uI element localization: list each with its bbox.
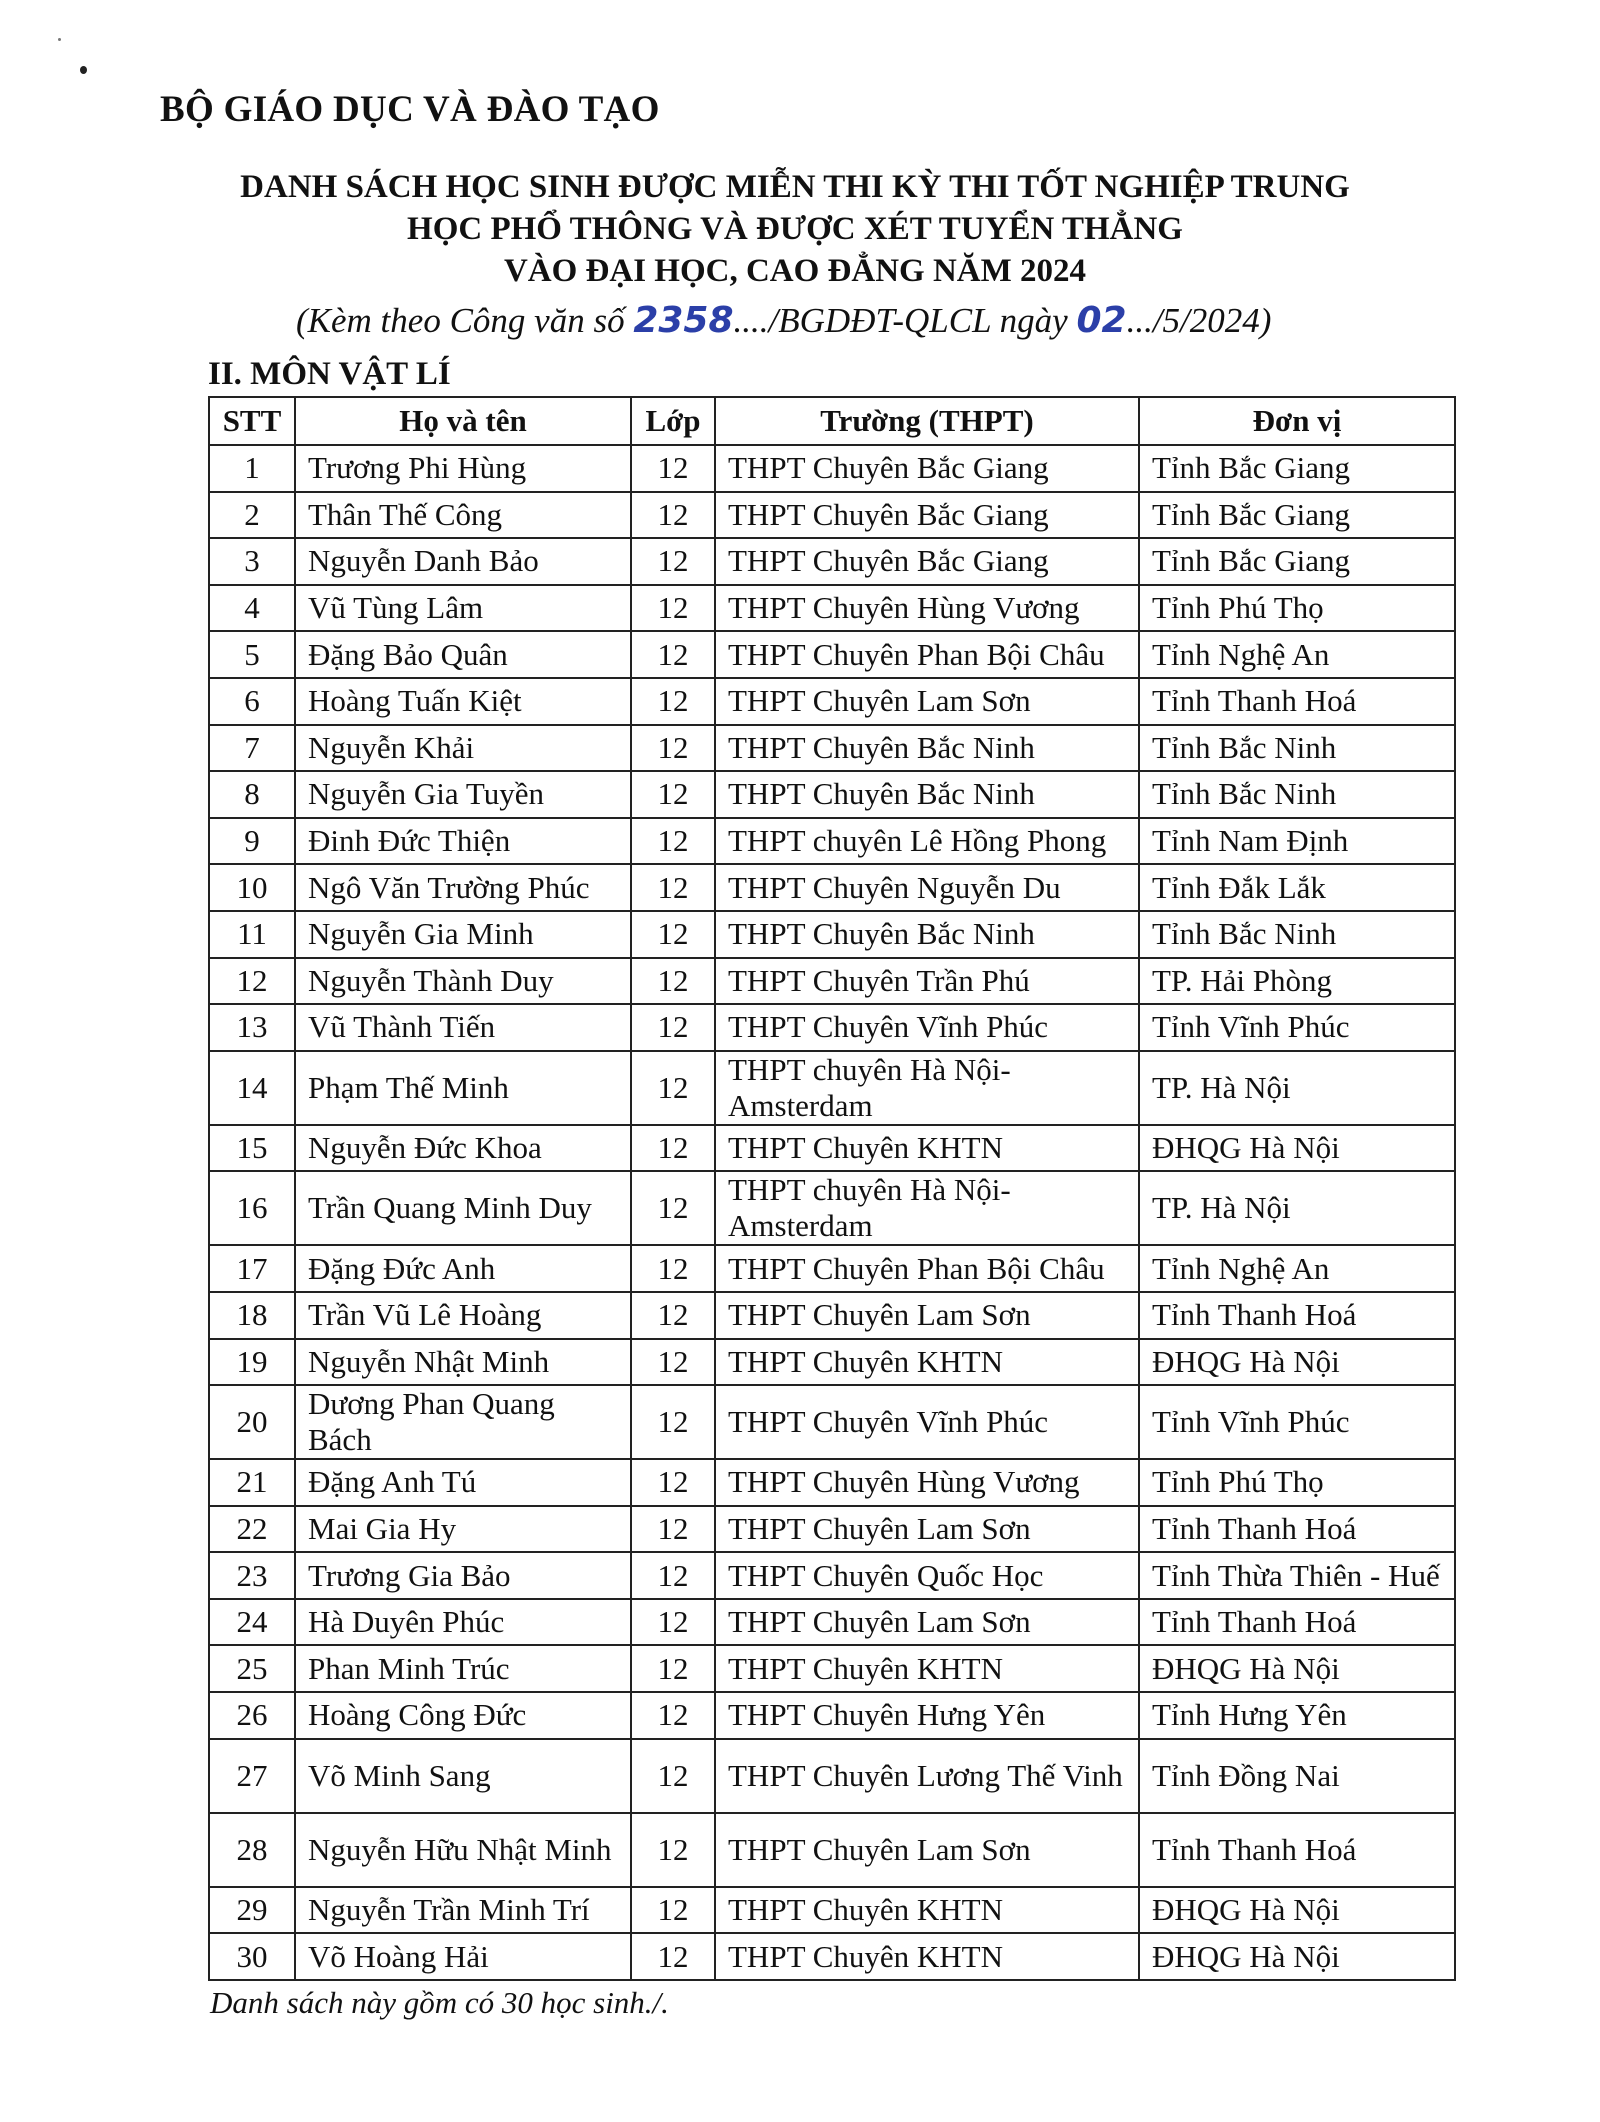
cell-name: Nguyễn Gia Minh bbox=[295, 911, 631, 958]
cell-name: Hà Duyên Phúc bbox=[295, 1599, 631, 1646]
table-header-row bbox=[209, 397, 1455, 445]
table-row bbox=[209, 1004, 1455, 1051]
cell-unit: Tỉnh Thanh Hoá bbox=[1139, 1813, 1455, 1887]
cell-unit: Tỉnh Nam Định bbox=[1139, 818, 1455, 865]
cell-class: 12 bbox=[631, 1385, 715, 1459]
footer-note: Danh sách này gồm có 30 học sinh./. bbox=[210, 1985, 669, 2020]
table-row bbox=[209, 864, 1455, 911]
cell-school: THPT Chuyên KHTN bbox=[715, 1645, 1139, 1692]
table-row bbox=[209, 1171, 1455, 1245]
cell-school: THPT Chuyên Bắc Giang bbox=[715, 492, 1139, 539]
cell-stt: 15 bbox=[209, 1125, 295, 1172]
table-row bbox=[209, 725, 1455, 772]
title-line: VÀO ĐẠI HỌC, CAO ĐẲNG NĂM 2024 bbox=[503, 253, 1087, 289]
reference-mid: ..../BGDĐT-QLCL ngày bbox=[733, 301, 1077, 340]
cell-unit: Tỉnh Bắc Ninh bbox=[1139, 911, 1455, 958]
cell-class: 12 bbox=[631, 864, 715, 911]
cell-class: 12 bbox=[631, 1599, 715, 1646]
cell-name: Đặng Bảo Quân bbox=[295, 631, 631, 678]
cell-school: THPT chuyên Lê Hồng Phong bbox=[715, 818, 1139, 865]
header-stt: STT bbox=[209, 397, 295, 445]
cell-name: Võ Hoàng Hải bbox=[295, 1933, 631, 1980]
cell-name: Hoàng Công Đức bbox=[295, 1692, 631, 1739]
cell-stt: 3 bbox=[209, 538, 295, 585]
cell-school: THPT Chuyên KHTN bbox=[715, 1339, 1139, 1386]
table-row bbox=[209, 1459, 1455, 1506]
table-row bbox=[209, 1125, 1455, 1172]
cell-unit: Tỉnh Nghệ An bbox=[1139, 1245, 1455, 1292]
cell-name: Mai Gia Hy bbox=[295, 1506, 631, 1553]
table-body bbox=[209, 445, 1455, 1980]
table-row bbox=[209, 1506, 1455, 1553]
cell-unit: ĐHQG Hà Nội bbox=[1139, 1339, 1455, 1386]
cell-class: 12 bbox=[631, 538, 715, 585]
table-row bbox=[209, 1739, 1455, 1813]
cell-class: 12 bbox=[631, 1887, 715, 1934]
cell-school: THPT Chuyên Bắc Ninh bbox=[715, 911, 1139, 958]
cell-class: 12 bbox=[631, 1552, 715, 1599]
cell-class: 12 bbox=[631, 1339, 715, 1386]
cell-class: 12 bbox=[631, 725, 715, 772]
cell-unit: Tỉnh Bắc Ninh bbox=[1139, 725, 1455, 772]
cell-stt: 23 bbox=[209, 1552, 295, 1599]
cell-unit: TP. Hà Nội bbox=[1139, 1171, 1455, 1245]
cell-stt: 4 bbox=[209, 585, 295, 632]
cell-class: 12 bbox=[631, 1645, 715, 1692]
cell-class: 12 bbox=[631, 585, 715, 632]
reference-prefix: (Kèm theo Công văn số bbox=[296, 301, 634, 340]
cell-name: Dương Phan Quang Bách bbox=[295, 1385, 631, 1459]
cell-school: THPT Chuyên Lam Sơn bbox=[715, 1506, 1139, 1553]
cell-school: THPT Chuyên Quốc Học bbox=[715, 1552, 1139, 1599]
cell-stt: 22 bbox=[209, 1506, 295, 1553]
cell-class: 12 bbox=[631, 1004, 715, 1051]
cell-school: THPT Chuyên Hùng Vương bbox=[715, 585, 1139, 632]
cell-stt: 5 bbox=[209, 631, 295, 678]
cell-name: Nguyễn Danh Bảo bbox=[295, 538, 631, 585]
cell-name: Nguyễn Đức Khoa bbox=[295, 1125, 631, 1172]
section-title: II. MÔN VẬT LÍ bbox=[208, 356, 451, 392]
table-row bbox=[209, 1292, 1455, 1339]
cell-name: Vũ Thành Tiến bbox=[295, 1004, 631, 1051]
cell-stt: 7 bbox=[209, 725, 295, 772]
cell-class: 12 bbox=[631, 1506, 715, 1553]
cell-school: THPT Chuyên Vĩnh Phúc bbox=[715, 1004, 1139, 1051]
handwritten-doc-number: 2358 bbox=[633, 300, 734, 341]
cell-stt: 13 bbox=[209, 1004, 295, 1051]
cell-class: 12 bbox=[631, 1292, 715, 1339]
student-table bbox=[208, 396, 1456, 1981]
cell-class: 12 bbox=[631, 678, 715, 725]
table-row bbox=[209, 585, 1455, 632]
cell-class: 12 bbox=[631, 771, 715, 818]
cell-school: THPT Chuyên KHTN bbox=[715, 1933, 1139, 1980]
cell-unit: Tỉnh Đắk Lắk bbox=[1139, 864, 1455, 911]
header-unit: Đơn vị bbox=[1139, 397, 1455, 445]
table-row bbox=[209, 631, 1455, 678]
cell-unit: Tỉnh Nghệ An bbox=[1139, 631, 1455, 678]
cell-name: Võ Minh Sang bbox=[295, 1739, 631, 1813]
cell-name: Trần Vũ Lê Hoàng bbox=[295, 1292, 631, 1339]
cell-unit: Tỉnh Bắc Giang bbox=[1139, 538, 1455, 585]
cell-unit: ĐHQG Hà Nội bbox=[1139, 1125, 1455, 1172]
cell-school: THPT Chuyên Lam Sơn bbox=[715, 1292, 1139, 1339]
cell-school: THPT Chuyên Vĩnh Phúc bbox=[715, 1385, 1139, 1459]
cell-unit: Tỉnh Thừa Thiên - Huế bbox=[1139, 1552, 1455, 1599]
cell-school: THPT Chuyên KHTN bbox=[715, 1125, 1139, 1172]
title-line: DANH SÁCH HỌC SINH ĐƯỢC MIỄN THI KỲ THI TỐT NGHIỆP TRUNG bbox=[240, 169, 1350, 205]
cell-stt: 12 bbox=[209, 958, 295, 1005]
cell-name: Nguyễn Gia Tuyền bbox=[295, 771, 631, 818]
table-row bbox=[209, 1245, 1455, 1292]
document-title bbox=[200, 166, 1390, 292]
cell-class: 12 bbox=[631, 1739, 715, 1813]
cell-name: Đặng Đức Anh bbox=[295, 1245, 631, 1292]
cell-stt: 18 bbox=[209, 1292, 295, 1339]
cell-stt: 27 bbox=[209, 1739, 295, 1813]
cell-unit: Tỉnh Phú Thọ bbox=[1139, 585, 1455, 632]
cell-school: THPT Chuyên Lương Thế Vinh bbox=[715, 1739, 1139, 1813]
table-row bbox=[209, 818, 1455, 865]
cell-class: 12 bbox=[631, 1813, 715, 1887]
cell-school: THPT Chuyên Lam Sơn bbox=[715, 678, 1139, 725]
cell-stt: 1 bbox=[209, 445, 295, 492]
cell-unit: Tỉnh Thanh Hoá bbox=[1139, 678, 1455, 725]
cell-school: THPT Chuyên Bắc Giang bbox=[715, 445, 1139, 492]
cell-stt: 16 bbox=[209, 1171, 295, 1245]
table-row bbox=[209, 538, 1455, 585]
header-school: Trường (THPT) bbox=[715, 397, 1139, 445]
table-row bbox=[209, 1692, 1455, 1739]
cell-class: 12 bbox=[631, 818, 715, 865]
cell-class: 12 bbox=[631, 1171, 715, 1245]
cell-school: THPT chuyên Hà Nội-Amsterdam bbox=[715, 1171, 1139, 1245]
scan-speck bbox=[80, 66, 87, 74]
cell-name: Thân Thế Công bbox=[295, 492, 631, 539]
scan-speck bbox=[58, 38, 61, 41]
cell-school: THPT Chuyên Phan Bội Châu bbox=[715, 1245, 1139, 1292]
cell-stt: 24 bbox=[209, 1599, 295, 1646]
cell-name: Vũ Tùng Lâm bbox=[295, 585, 631, 632]
cell-class: 12 bbox=[631, 1459, 715, 1506]
cell-unit: TP. Hà Nội bbox=[1139, 1051, 1455, 1125]
cell-unit: Tỉnh Vĩnh Phúc bbox=[1139, 1004, 1455, 1051]
cell-name: Trương Gia Bảo bbox=[295, 1552, 631, 1599]
header-class: Lớp bbox=[631, 397, 715, 445]
cell-school: THPT Chuyên Phan Bội Châu bbox=[715, 631, 1139, 678]
cell-stt: 25 bbox=[209, 1645, 295, 1692]
cell-school: THPT Chuyên KHTN bbox=[715, 1887, 1139, 1934]
table-row bbox=[209, 1813, 1455, 1887]
cell-name: Hoàng Tuấn Kiệt bbox=[295, 678, 631, 725]
cell-unit: ĐHQG Hà Nội bbox=[1139, 1887, 1455, 1934]
cell-stt: 21 bbox=[209, 1459, 295, 1506]
ministry-name: BỘ GIÁO DỤC VÀ ĐÀO TẠO bbox=[160, 89, 660, 130]
cell-name: Nguyễn Thành Duy bbox=[295, 958, 631, 1005]
title-line: HỌC PHỔ THÔNG VÀ ĐƯỢC XÉT TUYỂN THẲNG bbox=[407, 211, 1183, 247]
table-row bbox=[209, 1385, 1455, 1459]
table-row bbox=[209, 1887, 1455, 1934]
cell-stt: 11 bbox=[209, 911, 295, 958]
cell-unit: Tỉnh Thanh Hoá bbox=[1139, 1506, 1455, 1553]
cell-stt: 17 bbox=[209, 1245, 295, 1292]
cell-stt: 30 bbox=[209, 1933, 295, 1980]
cell-stt: 28 bbox=[209, 1813, 295, 1887]
cell-name: Phạm Thế Minh bbox=[295, 1051, 631, 1125]
table-row bbox=[209, 1051, 1455, 1125]
cell-class: 12 bbox=[631, 1125, 715, 1172]
cell-unit: Tỉnh Bắc Giang bbox=[1139, 492, 1455, 539]
cell-class: 12 bbox=[631, 958, 715, 1005]
table-row bbox=[209, 1645, 1455, 1692]
cell-name: Nguyễn Hữu Nhật Minh bbox=[295, 1813, 631, 1887]
cell-stt: 2 bbox=[209, 492, 295, 539]
table-row bbox=[209, 1552, 1455, 1599]
header-name: Họ và tên bbox=[295, 397, 631, 445]
cell-name: Nguyễn Trần Minh Trí bbox=[295, 1887, 631, 1934]
cell-stt: 8 bbox=[209, 771, 295, 818]
cell-school: THPT Chuyên Bắc Ninh bbox=[715, 725, 1139, 772]
cell-name: Ngô Văn Trường Phúc bbox=[295, 864, 631, 911]
cell-class: 12 bbox=[631, 492, 715, 539]
cell-stt: 19 bbox=[209, 1339, 295, 1386]
cell-stt: 9 bbox=[209, 818, 295, 865]
cell-stt: 10 bbox=[209, 864, 295, 911]
cell-school: THPT Chuyên Hưng Yên bbox=[715, 1692, 1139, 1739]
cell-name: Đinh Đức Thiện bbox=[295, 818, 631, 865]
cell-stt: 29 bbox=[209, 1887, 295, 1934]
reference-suffix: .../5/2024) bbox=[1126, 301, 1272, 340]
cell-unit: Tỉnh Bắc Giang bbox=[1139, 445, 1455, 492]
cell-class: 12 bbox=[631, 1692, 715, 1739]
cell-name: Trần Quang Minh Duy bbox=[295, 1171, 631, 1245]
cell-class: 12 bbox=[631, 1051, 715, 1125]
cell-name: Phan Minh Trúc bbox=[295, 1645, 631, 1692]
cell-unit: ĐHQG Hà Nội bbox=[1139, 1933, 1455, 1980]
handwritten-day: 02 bbox=[1076, 300, 1127, 341]
cell-school: THPT chuyên Hà Nội-Amsterdam bbox=[715, 1051, 1139, 1125]
table-row bbox=[209, 492, 1455, 539]
cell-class: 12 bbox=[631, 1245, 715, 1292]
cell-unit: Tỉnh Vĩnh Phúc bbox=[1139, 1385, 1455, 1459]
cell-class: 12 bbox=[631, 911, 715, 958]
cell-school: THPT Chuyên Bắc Giang bbox=[715, 538, 1139, 585]
cell-unit: TP. Hải Phòng bbox=[1139, 958, 1455, 1005]
cell-unit: Tỉnh Hưng Yên bbox=[1139, 1692, 1455, 1739]
cell-school: THPT Chuyên Nguyễn Du bbox=[715, 864, 1139, 911]
cell-unit: Tỉnh Phú Thọ bbox=[1139, 1459, 1455, 1506]
cell-name: Nguyễn Khải bbox=[295, 725, 631, 772]
cell-stt: 14 bbox=[209, 1051, 295, 1125]
table-row bbox=[209, 445, 1455, 492]
table-row bbox=[209, 678, 1455, 725]
cell-school: THPT Chuyên Lam Sơn bbox=[715, 1599, 1139, 1646]
cell-class: 12 bbox=[631, 1933, 715, 1980]
cell-name: Nguyễn Nhật Minh bbox=[295, 1339, 631, 1386]
cell-stt: 20 bbox=[209, 1385, 295, 1459]
table-row bbox=[209, 1599, 1455, 1646]
table-row bbox=[209, 911, 1455, 958]
cell-name: Đặng Anh Tú bbox=[295, 1459, 631, 1506]
cell-stt: 26 bbox=[209, 1692, 295, 1739]
table-row bbox=[209, 1339, 1455, 1386]
cell-class: 12 bbox=[631, 445, 715, 492]
table-row bbox=[209, 771, 1455, 818]
cell-school: THPT Chuyên Lam Sơn bbox=[715, 1813, 1139, 1887]
table-row bbox=[209, 958, 1455, 1005]
cell-unit: Tỉnh Bắc Ninh bbox=[1139, 771, 1455, 818]
cell-unit: ĐHQG Hà Nội bbox=[1139, 1645, 1455, 1692]
cell-unit: Tỉnh Thanh Hoá bbox=[1139, 1292, 1455, 1339]
cell-school: THPT Chuyên Bắc Ninh bbox=[715, 771, 1139, 818]
cell-school: THPT Chuyên Trần Phú bbox=[715, 958, 1139, 1005]
cell-stt: 6 bbox=[209, 678, 295, 725]
cell-name: Trương Phi Hùng bbox=[295, 445, 631, 492]
cell-school: THPT Chuyên Hùng Vương bbox=[715, 1459, 1139, 1506]
cell-unit: Tỉnh Thanh Hoá bbox=[1139, 1599, 1455, 1646]
cell-unit: Tỉnh Đồng Nai bbox=[1139, 1739, 1455, 1813]
cell-class: 12 bbox=[631, 631, 715, 678]
reference-line bbox=[296, 300, 1271, 341]
table-row bbox=[209, 1933, 1455, 1980]
